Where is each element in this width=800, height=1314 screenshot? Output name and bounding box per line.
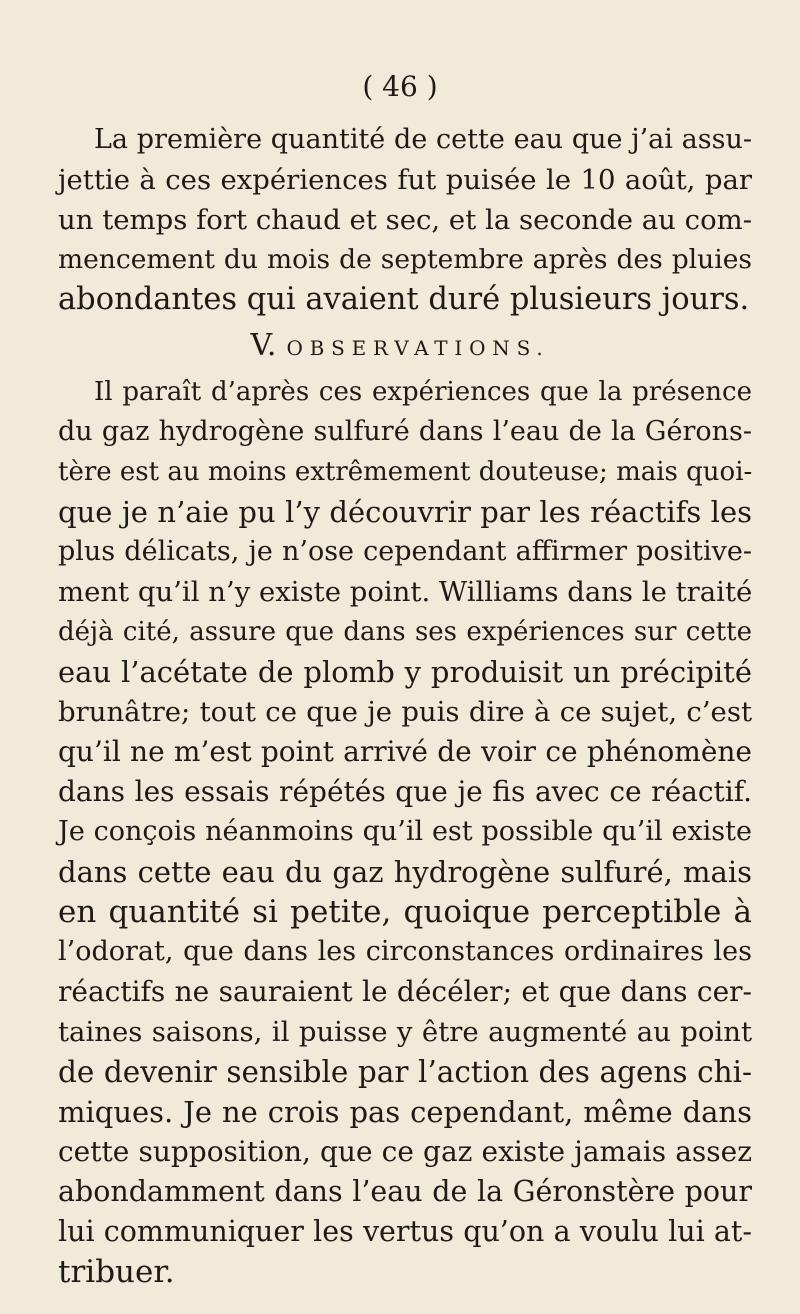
text-line: réactifs ne sauraient le décéler; et que dans cer- (58, 975, 752, 1008)
text-line: ment qu’il n’y existe point. Williams dans le traité (58, 576, 753, 608)
text-line: tribuer. (58, 1254, 175, 1290)
text-line: un temps fort chaud et sec, et la seconde au com- (58, 204, 752, 236)
text-line: l’odorat, que dans les circonstances ordinaires les (58, 936, 752, 967)
text-line: mencement du mois de septembre après des pluies (58, 244, 752, 275)
text-line: abondamment dans l’eau de la Géronstère pour (58, 1175, 752, 1208)
text-line: dans les essais répétés que je fis avec ce réactif. (58, 775, 752, 808)
text-line: abondantes qui avaient duré plusieurs jours. (58, 282, 750, 317)
text-line: que je n’aie pu l’y découvrir par les réactifs les (58, 495, 752, 529)
text-line: cette supposition, que ce gaz existe jamais assez (58, 1135, 752, 1168)
text-line: brunâtre; tout ce que je puis dire à ce sujet, c’est (58, 696, 752, 728)
page-number: ( 46 ) (362, 70, 438, 103)
section-title: OBSERVATIONS. (286, 336, 550, 360)
text-line: plus délicats, je n’ose cependant affirmer positive- (58, 536, 752, 567)
text-line: qu’il ne m’est point arrivé de voir ce phénomène (58, 735, 752, 768)
text-line: eau l’acétate de plomb y produisit un précipité (58, 655, 752, 689)
text-line: en quantité si petite, quoique perceptible à (58, 894, 752, 930)
text-line: taines saisons, il puisse y être augmenté au point (58, 1016, 752, 1048)
text-line: La première quantité de cette eau que j’ai assu- (94, 124, 752, 155)
text-line: déjà cité, assure que dans ses expériences sur cette (58, 617, 752, 647)
text-line: Il paraît d’après ces expériences que la présence (94, 377, 752, 407)
text-line: miques. Je ne crois pas cependant, même dans (58, 1095, 752, 1129)
text-line: lui communiquer les vertus qu’on a voulu lui at- (58, 1215, 752, 1248)
text-line: Je conçois néanmoins qu’il est possible qu’il existe (58, 816, 752, 847)
section-heading (0, 328, 800, 366)
text-line: tère est au moins extrêmement douteuse; mais quoi- (58, 457, 753, 487)
section-numeral: V. (250, 328, 277, 363)
text-line: dans cette eau du gaz hydrogène sulfuré, mais (58, 855, 752, 889)
text-line: du gaz hydrogène sulfuré dans l’eau de la Gérons- (58, 416, 752, 447)
text-line: de devenir sensible par l’action des agens chi- (58, 1055, 752, 1089)
text-line: jettie à ces expériences fut puisée le 10 août, par (58, 164, 752, 196)
